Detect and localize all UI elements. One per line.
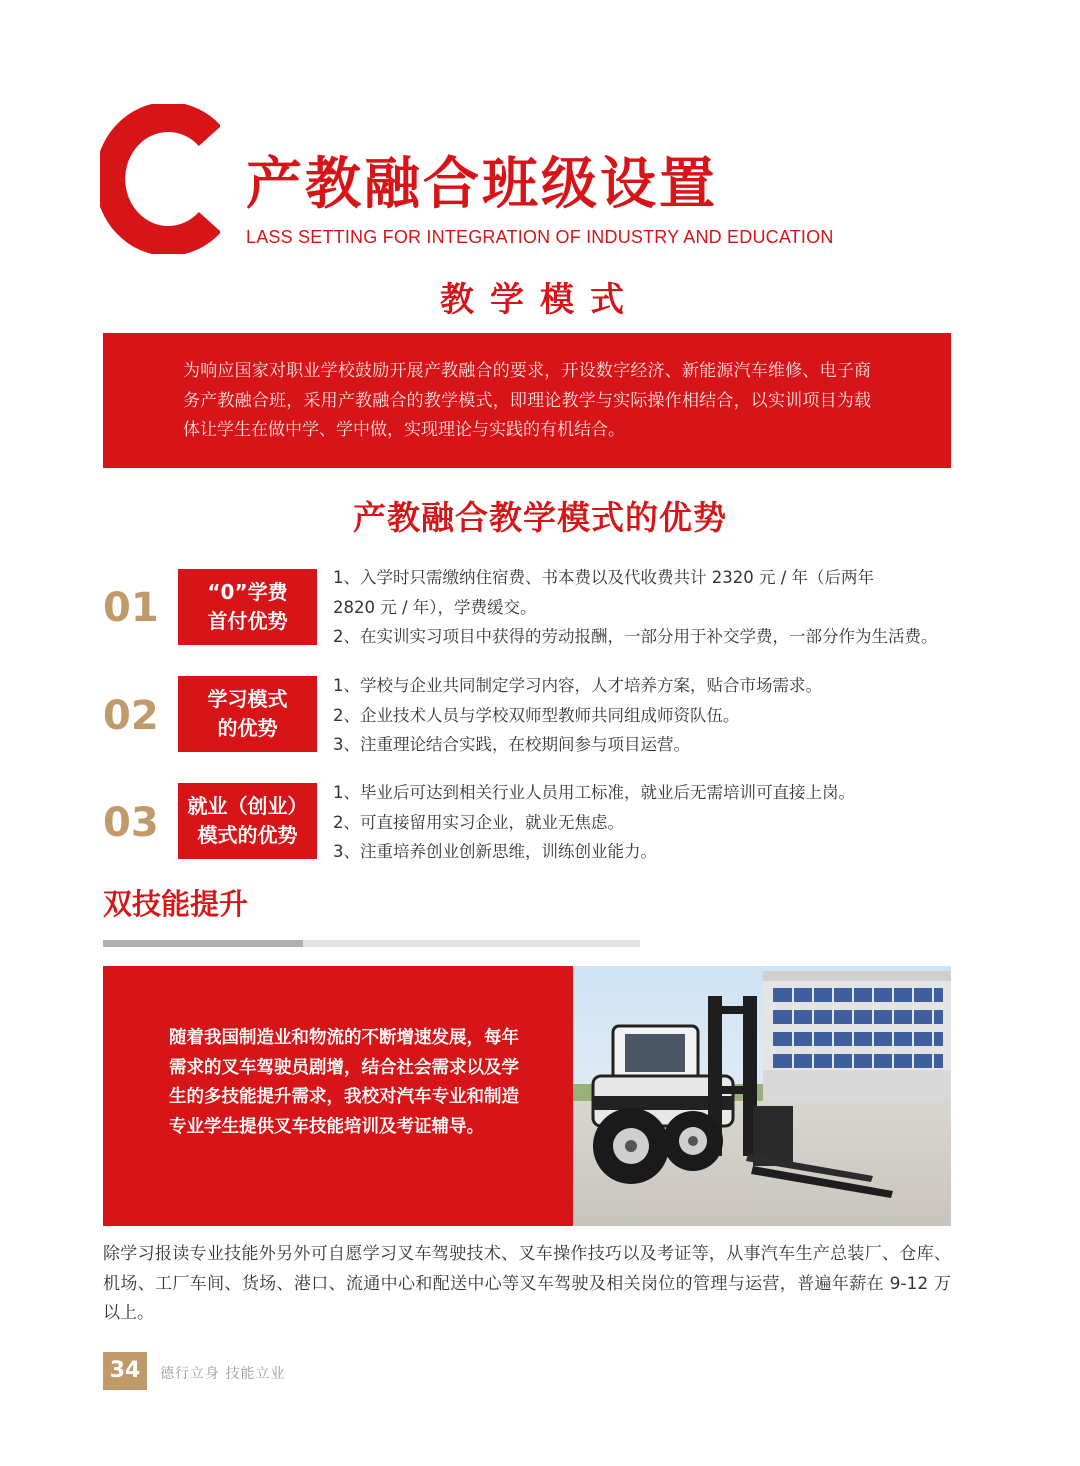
section-divider [103, 940, 640, 947]
advantage-label [178, 676, 317, 752]
advantage-number: 01 [103, 585, 159, 631]
section-divider-accent [103, 940, 303, 947]
advantage-line: 3、注重培养创业创新思维，训练创业能力。 [333, 842, 657, 861]
advantage-list [333, 563, 938, 652]
intro-text: 为响应国家对职业学校鼓励开展产教融合的要求，开设数字经济、新能源汽车维修、电子商务产教融合班，采用产教融合的教学模式，即理论教学与实际操作相结合，以实训项目为载体让学生在做中学、学中做，实现理论与实践的有机结合。 [183, 361, 871, 440]
advantage-label-line: 首付优势 [207, 609, 288, 633]
advantage-label-line: “0”学费 [207, 580, 288, 604]
advantage-line: 1、学校与企业共同制定学习内容，人才培养方案，贴合市场需求。 [333, 676, 822, 695]
footer-motto: 德行立身 技能立业 [160, 1366, 286, 1382]
advantage-label-line: 就业（创业） [187, 794, 308, 818]
advantage-line: 2、可直接留用实习企业，就业无焦虑。 [333, 812, 624, 832]
page-subtitle-en: LASS SETTING FOR INTEGRATION OF INDUSTRY AND EDUCATION [246, 227, 834, 247]
advantage-line: 3、注重理论结合实践，在校期间参与项目运营。 [333, 735, 690, 754]
advantage-label-line: 模式的优势 [197, 823, 298, 847]
advantage-line: 2820 元 / 年），学费缓交。 [333, 597, 537, 617]
advantage-list [333, 778, 855, 867]
advantage-number: 02 [103, 693, 159, 739]
dual-skill-description: 除学习报读专业技能外另外可自愿学习叉车驾驶技术、叉车操作技巧以及考证等，从事汽车生产总装厂、仓库、机场、工厂车间、货场、港口、流通中心和配送中心等叉车驾驶及相关岗位的管理与运营，普遍年薪在 9-12 万以上。 [103, 1244, 951, 1323]
dual-skill-heading: 双技能提升 [103, 887, 249, 921]
forklift-text: 随着我国制造业和物流的不断增速发展，每年需求的叉车驾驶员剧增，结合社会需求以及学生的多技能提升需求，我校对汽车专业和制造专业学生提供叉车技能培训及考证辅导。 [169, 1028, 519, 1137]
advantage-line: 2、在实训实习项目中获得的劳动报酬，一部分用于补交学费，一部分作为生活费。 [333, 627, 938, 646]
big-letter-c-logo [100, 104, 220, 254]
advantage-label [178, 783, 317, 859]
advantage-label [178, 569, 317, 645]
advantage-number: 03 [103, 800, 159, 846]
teaching-mode-heading: 教学模式 [440, 280, 640, 320]
intro-box [103, 333, 951, 468]
page-number: 34 [103, 1352, 147, 1390]
advantage-line: 1、入学时只需缴纳住宿费、书本费以及代收费共计 2320 元 / 年（后两年 [333, 568, 875, 587]
advantage-list [333, 671, 822, 760]
advantage-line: 2、企业技术人员与学校双师型教师共同组成师资队伍。 [333, 705, 740, 725]
advantage-label-line: 学习模式 [207, 687, 288, 711]
advantages-heading: 产教融合教学模式的优势 [353, 498, 727, 537]
advantage-line: 1、毕业后可达到相关行业人员用工标准，就业后无需培训可直接上岗。 [333, 783, 855, 802]
forklift-text-panel [103, 966, 573, 1226]
forklift-photo [573, 966, 951, 1226]
page-title: 产教融合班级设置 [246, 152, 718, 217]
advantage-label-line: 的优势 [217, 716, 278, 740]
